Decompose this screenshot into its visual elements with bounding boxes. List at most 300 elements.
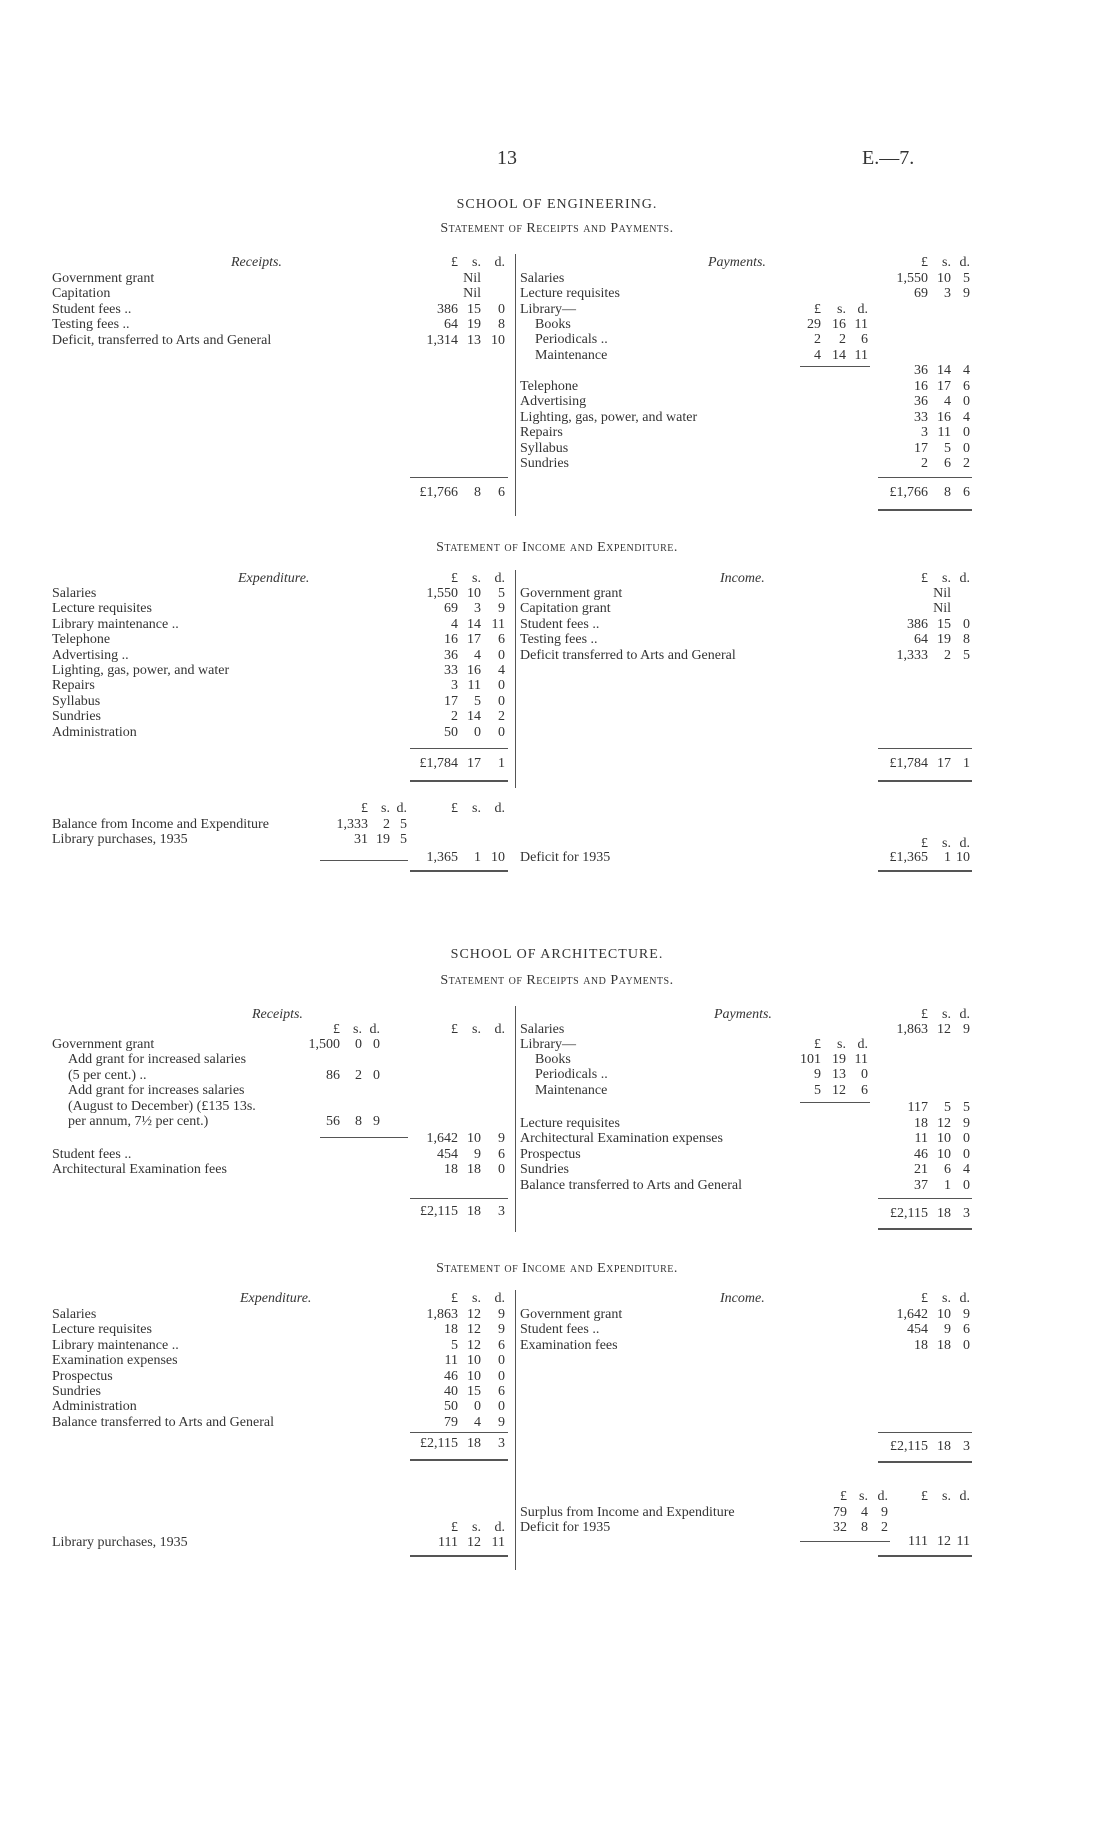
eng-expenditure-row-pounds: 3	[451, 678, 458, 694]
eng-balance-row-pence: 5	[400, 832, 407, 848]
eng-deficit-total-pence: 10	[956, 850, 970, 865]
arch-expenditure-row-pounds: 46	[444, 1368, 458, 1384]
arch-expenditure-row-pounds: 1,863	[426, 1307, 458, 1322]
pence-header: d.	[959, 1007, 970, 1022]
shillings-header: s.	[472, 571, 481, 586]
arch-surplus-row-pence: 2	[881, 1520, 888, 1536]
shillings-header: s.	[837, 302, 846, 317]
eng-income-row-shillings: 15	[937, 616, 951, 632]
arch-payment-row-label: Prospectus	[520, 1146, 581, 1162]
eng-library-item-label: Periodicals ..	[535, 332, 608, 348]
arch-receipt-line-label: (August to December) (£135 13s.	[68, 1098, 256, 1114]
shillings-header: s.	[942, 836, 951, 851]
eng-expenditure-row-pounds: 17	[444, 693, 458, 709]
arch-income-row-pence: 6	[963, 1322, 970, 1338]
arch-receipts-total-pence: 3	[498, 1204, 505, 1219]
eng-expenditure-row-pounds: 36	[444, 647, 458, 663]
eng-payment-row-shillings: 3	[944, 286, 951, 302]
eng-expenditure-total-pence: 1	[498, 756, 505, 771]
eng-expenditure-row-label: Sundries	[52, 709, 101, 725]
arch-payment-row-label: Balance transferred to Arts and General	[520, 1177, 742, 1193]
arch-expenditure-row-shillings: 12	[467, 1322, 481, 1338]
eng-payment-row-pounds: 3	[921, 425, 928, 441]
eng-receipt-row-label: Testing fees ..	[52, 317, 130, 333]
eng-library-item-shillings: 2	[839, 332, 846, 348]
arch-library-purchases-pounds: 111	[438, 1535, 458, 1550]
eng-payment-row-shillings: 10	[937, 271, 951, 286]
eng-library-item-pounds: 2	[814, 332, 821, 348]
eng-expenditure-row-pence: 0	[498, 647, 505, 663]
column-divider	[515, 254, 516, 516]
arch-expenditure-row-label: Sundries	[52, 1384, 101, 1399]
eng-income-total-pence: 1	[963, 756, 970, 771]
arch-receipt-line-label: Add grant for increased salaries	[68, 1052, 247, 1068]
arch-expenditure-row-label: Library maintenance ..	[52, 1337, 179, 1353]
rule-line	[410, 1432, 508, 1433]
arch-receipt-line-pence: 0	[373, 1037, 380, 1052]
eng-receipt-row-label: Student fees ..	[52, 301, 132, 317]
shillings-header: s.	[837, 1037, 846, 1052]
pounds-header: £	[921, 255, 928, 270]
shillings-header: s.	[942, 1489, 951, 1504]
arch-income-row-label: Government grant	[520, 1307, 623, 1322]
arch-income-row-label: Examination fees	[520, 1337, 618, 1353]
eng-expenditure-row-pence: 4	[498, 663, 505, 678]
eng-payment-row-label: Lecture requisites	[520, 286, 620, 302]
pence-header: d.	[494, 1022, 505, 1037]
arch-payment-row-pounds: 21	[914, 1162, 928, 1178]
arch-expenditure-row-label: Examination expenses	[52, 1353, 178, 1369]
eng-expenditure-row-pence: 6	[498, 632, 505, 648]
eng-library-item-pence: 6	[861, 332, 868, 348]
arch-expenditure-row-pounds: 18	[444, 1322, 458, 1338]
eng-income-row-label: Capitation grant	[520, 601, 611, 617]
arch-expenditure-row-shillings: 10	[467, 1353, 481, 1369]
arch-income-row-pounds: 454	[907, 1322, 928, 1338]
eng-expenditure-row-pounds: 2	[451, 709, 458, 725]
arch-receipt-row-shillings: 18	[467, 1162, 481, 1178]
shillings-header: s.	[472, 1520, 481, 1535]
statement-title: Statement of Receipts and Payments.	[440, 221, 674, 236]
eng-payment-row-label: Telephone	[520, 379, 579, 394]
eng-expenditure-row-shillings: 14	[467, 709, 481, 725]
arch-expenditure-row-shillings: 15	[467, 1384, 481, 1399]
arch-library-item-pence: 11	[854, 1052, 868, 1067]
eng-balance-total-pence: 10	[491, 850, 505, 865]
eng-payment-row-pounds: 36	[914, 394, 928, 410]
arch-library-item-label: Periodicals ..	[535, 1067, 608, 1083]
eng-income-row-pence: 5	[963, 647, 970, 663]
arch-payment-label: Library—	[520, 1037, 576, 1052]
arch-payments-total-shillings: 18	[937, 1206, 951, 1221]
eng-income-row-label: Deficit transferred to Arts and General	[520, 647, 736, 663]
deficit-label: Deficit for 1935	[520, 850, 611, 865]
arch-library-total-pence: 5	[963, 1100, 970, 1115]
eng-library-total-shillings: 14	[937, 363, 951, 378]
eng-payment-row-pounds: 1,550	[896, 271, 928, 286]
pence-header: d.	[959, 836, 970, 851]
eng-balance-row-pence: 5	[400, 817, 407, 832]
document-reference: E.—7.	[862, 147, 915, 169]
eng-expenditure-row-pounds: 69	[444, 601, 458, 617]
pounds-header: £	[921, 1007, 928, 1022]
arch-expenditure-row-pounds: 79	[444, 1414, 458, 1430]
eng-expenditure-row-pence: 11	[491, 616, 505, 632]
eng-payment-row-pence: 9	[963, 286, 970, 302]
rule-line	[800, 1541, 890, 1542]
eng-income-row-pounds: 64	[914, 632, 928, 648]
arch-expenditure-total-pence: 3	[498, 1436, 505, 1451]
pounds-header: £	[921, 1489, 928, 1504]
eng-deficit-total-shillings: 1	[944, 850, 951, 865]
income-heading: Income.	[720, 1291, 765, 1306]
eng-receipt-row-pounds: 386	[437, 301, 458, 317]
arch-expenditure-row-shillings: 0	[474, 1399, 481, 1415]
arch-library-item-shillings: 19	[832, 1052, 846, 1067]
arch-receipt-line-pounds: 1,500	[308, 1037, 340, 1052]
rule-line	[878, 1461, 972, 1463]
arch-surplus-row-shillings: 8	[861, 1520, 868, 1536]
pence-header: d.	[396, 801, 407, 816]
arch-expenditure-row-label: Salaries	[52, 1307, 97, 1322]
page-number: 13	[497, 147, 517, 169]
eng-expenditure-row-pence: 0	[498, 724, 505, 740]
pence-header: d.	[494, 1291, 505, 1306]
arch-payments-total-pence: 3	[963, 1206, 970, 1221]
column-divider	[515, 1006, 516, 1232]
school-title: SCHOOL OF ENGINEERING.	[456, 197, 658, 212]
pence-header: d.	[369, 1022, 380, 1037]
arch-income-row-label: Student fees ..	[520, 1322, 600, 1338]
eng-expenditure-total-shillings: 17	[467, 756, 481, 771]
arch-payment-row-pounds: 11	[914, 1131, 928, 1147]
arch-surplus-row-label: Surplus from Income and Expenditure	[520, 1505, 735, 1520]
pence-header: d.	[494, 255, 505, 270]
pence-header: d.	[959, 1291, 970, 1306]
arch-library-total-pounds: 117	[907, 1100, 928, 1115]
eng-payment-row-pence: 4	[963, 409, 970, 425]
arch-income-row-pence: 9	[963, 1307, 970, 1322]
eng-payment-row-label: Advertising	[520, 394, 587, 410]
school-title: SCHOOL OF ARCHITECTURE.	[450, 947, 664, 962]
eng-income-row-pence: 8	[963, 632, 970, 648]
eng-expenditure-row-label: Syllabus	[52, 693, 101, 709]
arch-payment-shillings: 12	[937, 1022, 951, 1037]
eng-income-row-shillings: Nil	[933, 601, 951, 617]
pence-header: d.	[494, 801, 505, 816]
eng-payment-row-pence: 6	[963, 379, 970, 394]
eng-payment-row-shillings: 17	[937, 379, 951, 394]
eng-balance-row-pounds: 1,333	[336, 817, 368, 832]
arch-library-item-shillings: 13	[832, 1067, 846, 1083]
arch-payment-row-label: Sundries	[520, 1162, 569, 1178]
arch-library-item-pounds: 9	[814, 1067, 821, 1083]
arch-expenditure-row-label: Prospectus	[52, 1368, 113, 1384]
eng-balance-row-label: Balance from Income and Expenditure	[52, 817, 269, 832]
arch-receipts-total-pounds: £2,115	[420, 1204, 458, 1219]
arch-expenditure-row-shillings: 4	[474, 1414, 481, 1430]
pence-header: d.	[494, 1520, 505, 1535]
arch-expenditure-total-pounds: £2,115	[420, 1436, 458, 1451]
arch-grant-total-pence: 9	[498, 1131, 505, 1146]
arch-library-item-pounds: 5	[814, 1082, 821, 1098]
arch-payment-row-pence: 0	[963, 1146, 970, 1162]
shillings-header: s.	[472, 801, 481, 816]
eng-receipt-row-pounds: 1,314	[426, 332, 458, 348]
column-divider	[515, 570, 516, 788]
rule-line	[878, 1555, 972, 1557]
arch-expenditure-row-label: Balance transferred to Arts and General	[52, 1414, 274, 1430]
eng-payment-row-shillings: 16	[937, 409, 951, 425]
eng-payment-row-shillings: 6	[944, 456, 951, 471]
shillings-header: s.	[472, 1022, 481, 1037]
eng-payments-total-pounds: £1,766	[889, 485, 928, 500]
arch-payment-row-pounds: 18	[914, 1116, 928, 1131]
eng-receipts-total-shillings: 8	[474, 485, 481, 500]
shillings-header: s.	[472, 1291, 481, 1306]
rule-line	[320, 1137, 408, 1138]
shillings-header: s.	[472, 255, 481, 270]
receipts-heading: Receipts.	[231, 255, 282, 270]
eng-expenditure-row-shillings: 14	[467, 616, 481, 632]
arch-income-row-pounds: 1,642	[896, 1307, 928, 1322]
arch-library-item-pence: 0	[861, 1067, 868, 1083]
arch-receipt-row-pence: 6	[498, 1147, 505, 1162]
statement-title: Statement of Income and Expenditure.	[436, 1261, 678, 1276]
rule-line	[410, 748, 508, 749]
arch-expenditure-row-pence: 0	[498, 1368, 505, 1384]
pounds-header: £	[921, 1291, 928, 1306]
eng-expenditure-row-label: Library maintenance ..	[52, 616, 179, 632]
arch-grant-total-shillings: 10	[467, 1131, 481, 1146]
arch-receipt-line-shillings: 8	[355, 1114, 362, 1129]
arch-payments-total-pounds: £2,115	[890, 1206, 928, 1221]
eng-library-item-shillings: 14	[832, 347, 846, 363]
arch-payment-label: Salaries	[520, 1022, 565, 1037]
eng-payment-row-pence: 0	[963, 425, 970, 441]
arch-expenditure-row-pence: 6	[498, 1337, 505, 1353]
eng-expenditure-row-shillings: 10	[467, 586, 481, 601]
arch-expenditure-total-shillings: 18	[467, 1436, 481, 1451]
expenditure-heading: Expenditure.	[240, 1291, 312, 1306]
arch-expenditure-row-pounds: 5	[451, 1337, 458, 1353]
arch-library-item-label: Maintenance	[535, 1082, 608, 1098]
pence-header: d.	[494, 571, 505, 586]
eng-expenditure-row-pence: 0	[498, 693, 505, 709]
arch-expenditure-row-label: Lecture requisites	[52, 1322, 152, 1338]
eng-receipt-row-pence: 8	[498, 317, 505, 333]
shillings-header: s.	[381, 801, 390, 816]
eng-receipt-row-pounds: 64	[444, 317, 458, 333]
eng-receipts-total-pounds: £1,766	[419, 485, 458, 500]
shillings-header: s.	[353, 1022, 362, 1037]
eng-expenditure-row-pounds: 33	[444, 663, 458, 678]
eng-library-item-shillings: 16	[832, 317, 846, 332]
arch-payment-row-pence: 4	[963, 1162, 970, 1178]
eng-income-row-label: Student fees ..	[520, 616, 600, 632]
eng-library-item-pence: 11	[854, 347, 868, 363]
arch-grant-total-pounds: 1,642	[426, 1131, 458, 1146]
arch-income-row-shillings: 10	[937, 1307, 951, 1322]
eng-expenditure-row-label: Administration	[52, 724, 137, 740]
rule-line	[410, 780, 508, 782]
rule-line	[878, 870, 972, 872]
pounds-header: £	[814, 302, 821, 317]
eng-payment-row-pounds: 17	[914, 440, 928, 456]
receipts-heading: Receipts.	[252, 1007, 303, 1022]
eng-balance-row-shillings: 19	[376, 832, 390, 848]
arch-payment-row-shillings: 10	[937, 1131, 951, 1147]
arch-expenditure-row-pence: 9	[498, 1322, 505, 1338]
eng-payments-total-shillings: 8	[944, 485, 951, 500]
eng-library-item-pence: 11	[854, 317, 868, 332]
eng-payment-row-pounds: 2	[921, 456, 928, 471]
eng-income-row-pounds: 386	[907, 616, 928, 632]
pounds-header: £	[333, 1022, 340, 1037]
arch-payment-row-label: Architectural Examination expenses	[520, 1131, 723, 1147]
pounds-header: £	[451, 1291, 458, 1306]
eng-payment-row-shillings: 5	[944, 440, 951, 456]
arch-payment-row-shillings: 12	[937, 1116, 951, 1131]
eng-income-row-shillings: Nil	[933, 586, 951, 601]
arch-payment-row-pence: 0	[963, 1131, 970, 1147]
arch-receipt-line-pounds: 86	[326, 1067, 340, 1083]
pounds-header: £	[451, 571, 458, 586]
shillings-header: s.	[942, 1291, 951, 1306]
eng-expenditure-row-shillings: 3	[474, 601, 481, 617]
eng-receipt-row-shillings: Nil	[463, 286, 481, 302]
eng-expenditure-row-label: Lighting, gas, power, and water	[52, 663, 230, 678]
eng-payment-row-shillings: 4	[944, 394, 951, 410]
arch-expenditure-row-pence: 0	[498, 1399, 505, 1415]
eng-expenditure-row-label: Repairs	[52, 678, 95, 694]
arch-expenditure-row-shillings: 12	[467, 1307, 481, 1322]
pounds-header: £	[451, 801, 458, 816]
eng-receipts-total-pence: 6	[498, 485, 505, 500]
statement-title: Statement of Receipts and Payments.	[440, 973, 674, 988]
rule-line	[410, 477, 508, 478]
eng-receipt-row-shillings: Nil	[463, 271, 481, 286]
arch-receipt-line-pence: 9	[373, 1114, 380, 1129]
arch-payment-pounds: 1,863	[896, 1022, 928, 1037]
eng-income-row-label: Testing fees ..	[520, 632, 598, 648]
eng-expenditure-row-shillings: 17	[467, 632, 481, 648]
pence-header: d.	[857, 1037, 868, 1052]
eng-expenditure-row-label: Advertising ..	[52, 647, 129, 663]
eng-income-row-pence: 0	[963, 616, 970, 632]
eng-expenditure-row-shillings: 5	[474, 693, 481, 709]
arch-surplus-total-pence: 11	[956, 1534, 970, 1549]
eng-payment-row-pence: 0	[963, 440, 970, 456]
eng-library-item-pounds: 4	[814, 347, 821, 363]
arch-expenditure-row-shillings: 10	[467, 1368, 481, 1384]
statement-title: Statement of Income and Expenditure.	[436, 540, 678, 555]
eng-expenditure-row-pounds: 4	[451, 616, 458, 632]
arch-expenditure-row-pounds: 11	[444, 1353, 458, 1369]
eng-receipt-row-shillings: 19	[467, 317, 481, 333]
eng-receipt-row-shillings: 15	[467, 301, 481, 317]
eng-expenditure-row-label: Lecture requisites	[52, 601, 152, 617]
income-heading: Income.	[720, 571, 765, 586]
arch-library-total-shillings: 5	[944, 1100, 951, 1115]
arch-receipt-row-label: Student fees ..	[52, 1147, 132, 1162]
arch-surplus-row-shillings: 4	[861, 1505, 868, 1520]
shillings-header: s.	[859, 1489, 868, 1504]
eng-payment-row-pounds: 16	[914, 379, 928, 394]
arch-payment-row-label: Lecture requisites	[520, 1116, 620, 1131]
eng-income-row-shillings: 19	[937, 632, 951, 648]
arch-expenditure-row-pounds: 40	[444, 1384, 458, 1399]
pounds-header: £	[921, 571, 928, 586]
arch-expenditure-row-pence: 9	[498, 1414, 505, 1430]
pounds-header: £	[451, 1022, 458, 1037]
eng-expenditure-row-pounds: 1,550	[426, 586, 458, 601]
eng-library-total-pounds: 36	[914, 363, 928, 378]
eng-expenditure-row-shillings: 0	[474, 724, 481, 740]
eng-receipt-row-pence: 0	[498, 301, 505, 317]
rule-line	[410, 1555, 508, 1557]
arch-expenditure-row-pounds: 50	[444, 1399, 458, 1415]
arch-payment-row-shillings: 1	[944, 1177, 951, 1193]
eng-expenditure-total-pounds: £1,784	[419, 756, 458, 771]
arch-surplus-row-label: Deficit for 1935	[520, 1520, 611, 1536]
eng-balance-total-shillings: 1	[474, 850, 481, 865]
arch-receipt-line-pence: 0	[373, 1067, 380, 1083]
arch-payment-row-pence: 9	[963, 1116, 970, 1131]
eng-income-row-pounds: 1,333	[896, 647, 928, 663]
arch-library-item-label: Books	[535, 1052, 571, 1067]
pounds-header: £	[814, 1037, 821, 1052]
eng-expenditure-row-pounds: 16	[444, 632, 458, 648]
arch-payment-row-shillings: 10	[937, 1146, 951, 1162]
eng-payment-row-label: Salaries	[520, 271, 565, 286]
rule-line	[878, 748, 972, 749]
eng-payment-row-label: Repairs	[520, 425, 563, 441]
eng-deficit-total-pounds: £1,365	[889, 850, 928, 865]
pounds-header: £	[361, 801, 368, 816]
pence-header: d.	[959, 1489, 970, 1504]
arch-payment-row-shillings: 6	[944, 1162, 951, 1178]
arch-expenditure-row-shillings: 12	[467, 1337, 481, 1353]
eng-payments-total-pence: 6	[963, 485, 970, 500]
arch-payment-row-pounds: 46	[914, 1146, 928, 1162]
arch-receipt-row-label: Architectural Examination fees	[52, 1162, 227, 1178]
arch-library-purchases-shillings: 12	[467, 1535, 481, 1550]
rule-line	[878, 780, 972, 782]
rule-line	[410, 870, 508, 872]
eng-balance-row-shillings: 2	[383, 817, 390, 832]
arch-library-purchases-pence: 11	[491, 1535, 505, 1550]
pounds-header: £	[921, 836, 928, 851]
library-purchases-label: Library purchases, 1935	[52, 1535, 188, 1550]
rule-line	[878, 1198, 972, 1199]
eng-expenditure-row-label: Salaries	[52, 586, 97, 601]
eng-expenditure-row-pence: 5	[498, 586, 505, 601]
rule-line	[800, 366, 870, 367]
eng-payment-row-label: Syllabus	[520, 440, 569, 456]
payments-heading: Payments.	[714, 1007, 772, 1022]
arch-receipt-line-shillings: 0	[355, 1037, 362, 1052]
arch-income-total-pence: 3	[963, 1439, 970, 1454]
arch-receipt-line-shillings: 2	[355, 1067, 362, 1083]
eng-expenditure-row-shillings: 11	[467, 678, 481, 694]
arch-surplus-row-pence: 9	[881, 1505, 888, 1520]
pence-header: d.	[959, 255, 970, 270]
rule-line	[410, 1459, 508, 1461]
eng-balance-total-pounds: 1,365	[426, 850, 458, 865]
eng-expenditure-row-pounds: 50	[444, 724, 458, 740]
arch-receipt-line-label: Add grant for increases salaries	[68, 1083, 245, 1099]
